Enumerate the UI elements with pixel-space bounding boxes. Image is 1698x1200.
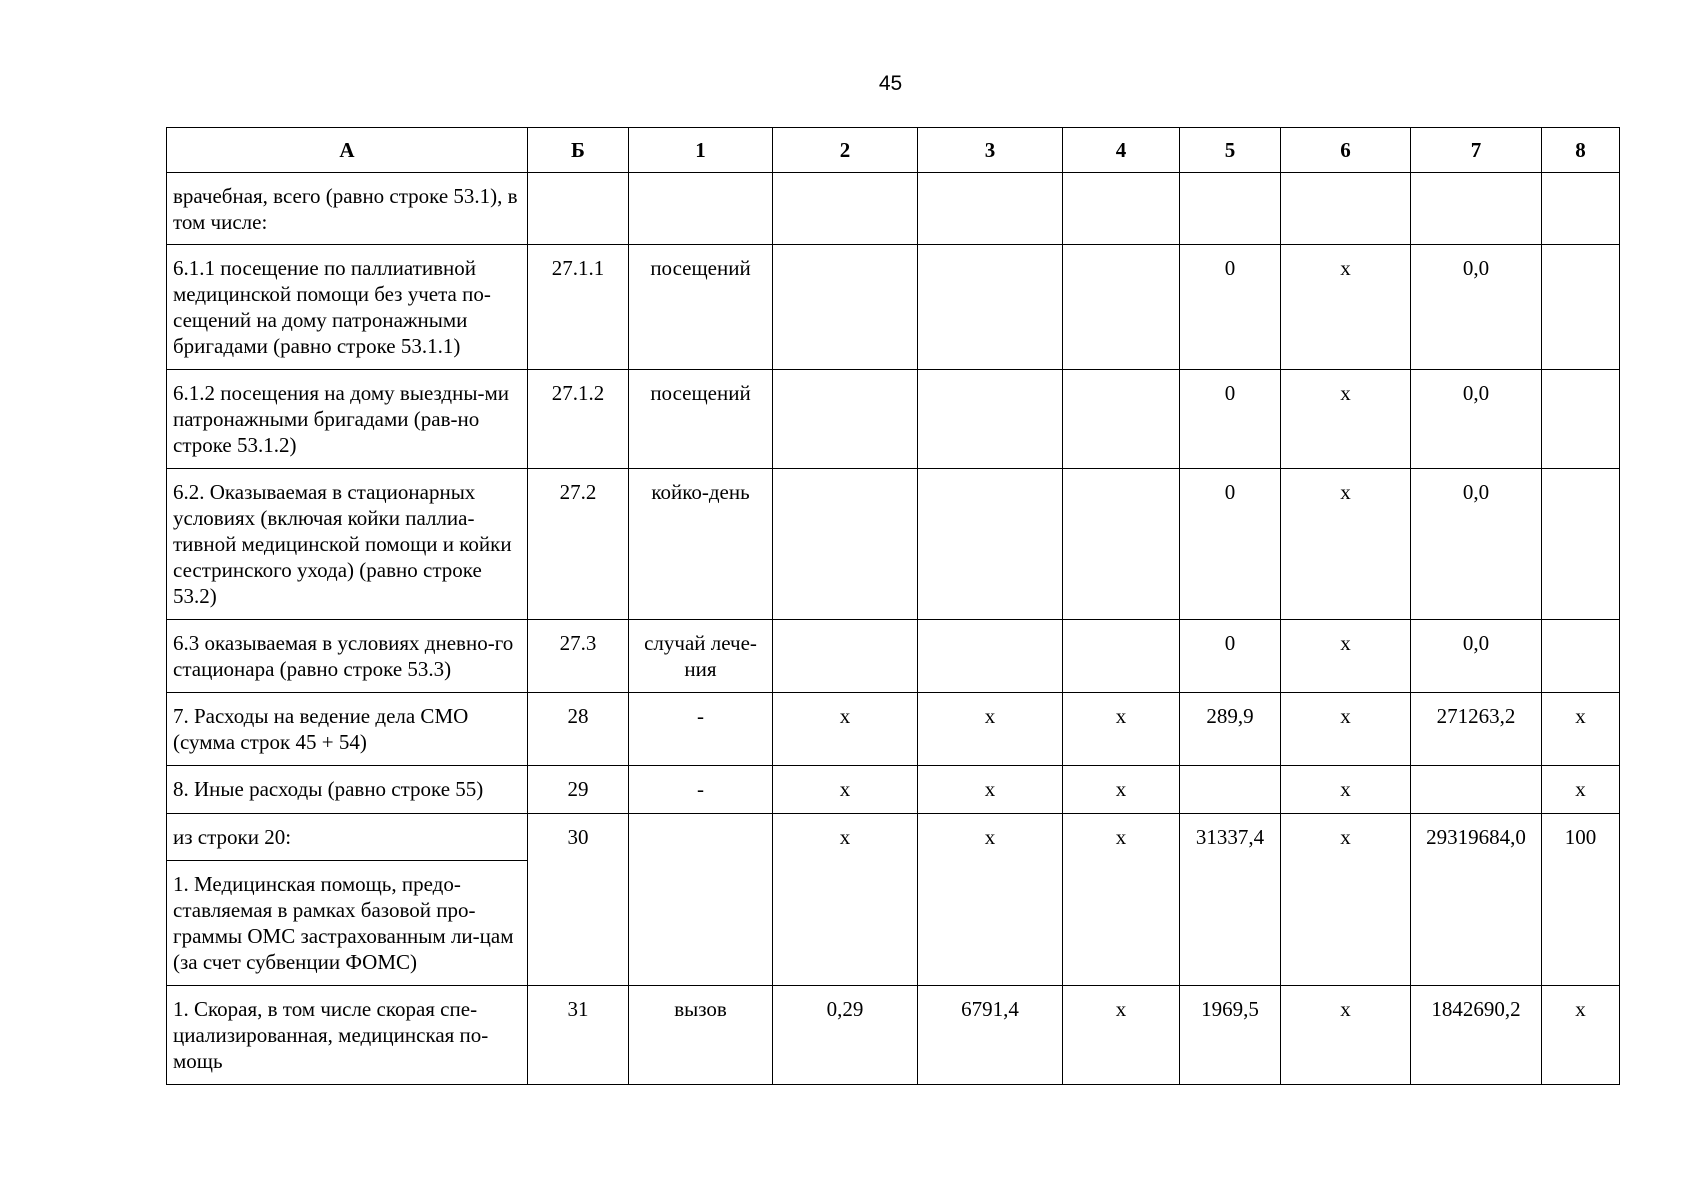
table-cell: 0,0 <box>1411 245 1542 370</box>
table-cell: 6791,4 <box>918 986 1063 1085</box>
table-cell: х <box>1281 370 1411 469</box>
row-label: из строки 20: <box>167 814 528 861</box>
column-header: 8 <box>1542 128 1620 173</box>
table-cell <box>918 245 1063 370</box>
table-cell: х <box>1542 986 1620 1085</box>
row-label: 1. Скорая, в том числе скорая спе-циализированная, медицинская по-мощь <box>167 986 528 1085</box>
column-header: 7 <box>1411 128 1542 173</box>
table-cell: 0 <box>1180 245 1281 370</box>
row-label: 8. Иные расходы (равно строке 55) <box>167 766 528 814</box>
row-code: 31 <box>528 986 629 1085</box>
table-cell: 0,0 <box>1411 620 1542 693</box>
table-cell: х <box>1063 766 1180 814</box>
table-cell: 100 <box>1542 814 1620 986</box>
table-row <box>167 620 1620 693</box>
column-header: 1 <box>629 128 773 173</box>
row-code: 27.2 <box>528 469 629 620</box>
table-cell: 0 <box>1180 370 1281 469</box>
table-cell: х <box>1542 766 1620 814</box>
table-cell <box>1542 469 1620 620</box>
table-cell <box>1411 766 1542 814</box>
table-cell: х <box>1063 986 1180 1085</box>
table-row <box>167 986 1620 1085</box>
table-cell: посещений <box>629 245 773 370</box>
row-label: 6.2. Оказываемая в стационарных условиях (включая койки паллиа-тивной медицинской помощи и койки сестринского ухода) (равно строке 53.2) <box>167 469 528 620</box>
table-cell: х <box>773 766 918 814</box>
table-cell: 289,9 <box>1180 693 1281 766</box>
table-cell: 0,0 <box>1411 370 1542 469</box>
table-cell: х <box>773 693 918 766</box>
table-cell <box>1542 245 1620 370</box>
table-cell: х <box>1281 986 1411 1085</box>
table-row <box>167 245 1620 370</box>
table-cell <box>1063 370 1180 469</box>
table-cell: х <box>773 814 918 986</box>
table-cell <box>629 814 773 986</box>
table-cell <box>1542 620 1620 693</box>
row-code: 28 <box>528 693 629 766</box>
table-cell: 0 <box>1180 620 1281 693</box>
table-cell: посещений <box>629 370 773 469</box>
row-code <box>528 173 629 245</box>
table-cell: х <box>1063 814 1180 986</box>
row-label: врачебная, всего (равно строке 53.1), в том числе: <box>167 173 528 245</box>
table-cell <box>1281 173 1411 245</box>
table-cell <box>1063 620 1180 693</box>
table-cell <box>918 173 1063 245</box>
row-code: 27.1.1 <box>528 245 629 370</box>
row-code: 30 <box>528 814 629 986</box>
table-cell: х <box>918 766 1063 814</box>
table-cell: - <box>629 693 773 766</box>
table-cell: х <box>1063 693 1180 766</box>
table-cell: х <box>918 693 1063 766</box>
table-row <box>167 693 1620 766</box>
row-label: 6.3 оказываемая в условиях дневно-го стационара (равно строке 53.3) <box>167 620 528 693</box>
row-label: 6.1.2 посещения на дому выездны-ми патронажными бригадами (рав-но строке 53.1.2) <box>167 370 528 469</box>
table-cell <box>773 620 918 693</box>
table-cell <box>773 370 918 469</box>
report-table <box>166 127 1620 1085</box>
table-cell: х <box>1281 620 1411 693</box>
table-cell <box>918 370 1063 469</box>
table-cell: 31337,4 <box>1180 814 1281 986</box>
table-cell <box>1411 173 1542 245</box>
table-row <box>167 370 1620 469</box>
table-cell: х <box>1542 693 1620 766</box>
row-code: 29 <box>528 766 629 814</box>
table-cell: х <box>1281 469 1411 620</box>
table-cell: 271263,2 <box>1411 693 1542 766</box>
table-row <box>167 766 1620 814</box>
row-label: 1. Медицинская помощь, предо-ставляемая в рамках базовой про-граммы ОМС застрахованным ли-цам (за счет субвенции ФОМС) <box>167 861 528 986</box>
table-cell: 1842690,2 <box>1411 986 1542 1085</box>
column-header: 3 <box>918 128 1063 173</box>
table-cell <box>1180 173 1281 245</box>
column-header: А <box>167 128 528 173</box>
column-header: 4 <box>1063 128 1180 173</box>
column-header: 5 <box>1180 128 1281 173</box>
table-cell <box>1542 173 1620 245</box>
table-cell <box>773 469 918 620</box>
table-cell <box>1063 469 1180 620</box>
table-row <box>167 469 1620 620</box>
row-code: 27.3 <box>528 620 629 693</box>
table-row <box>167 814 1620 861</box>
table-cell: х <box>918 814 1063 986</box>
column-header: 6 <box>1281 128 1411 173</box>
table-cell: - <box>629 766 773 814</box>
table-cell <box>773 173 918 245</box>
table-cell: 0,0 <box>1411 469 1542 620</box>
row-code: 27.1.2 <box>528 370 629 469</box>
table-cell <box>918 469 1063 620</box>
table-cell: 0,29 <box>773 986 918 1085</box>
column-header: Б <box>528 128 629 173</box>
table-cell <box>629 173 773 245</box>
table-cell: х <box>1281 766 1411 814</box>
table-header-row <box>167 128 1620 173</box>
table-cell: 1969,5 <box>1180 986 1281 1085</box>
table-row <box>167 173 1620 245</box>
column-header: 2 <box>773 128 918 173</box>
table-cell: х <box>1281 245 1411 370</box>
table-cell: х <box>1281 693 1411 766</box>
table-cell <box>1542 370 1620 469</box>
table-cell <box>773 245 918 370</box>
table-cell <box>1180 766 1281 814</box>
table-cell <box>1063 173 1180 245</box>
table-cell: х <box>1281 814 1411 986</box>
page-number: 45 <box>878 72 903 95</box>
table-cell: 29319684,0 <box>1411 814 1542 986</box>
table-cell: койко-день <box>629 469 773 620</box>
table-cell: вызов <box>629 986 773 1085</box>
table-cell: 0 <box>1180 469 1281 620</box>
row-label: 7. Расходы на ведение дела СМО (сумма строк 45 + 54) <box>167 693 528 766</box>
table-cell <box>1063 245 1180 370</box>
table-cell: случай лече-ния <box>629 620 773 693</box>
row-label: 6.1.1 посещение по паллиативной медицинской помощи без учета по-сещений на дому патронажными бригадами (равно строке 53.1.1) <box>167 245 528 370</box>
table-cell <box>918 620 1063 693</box>
